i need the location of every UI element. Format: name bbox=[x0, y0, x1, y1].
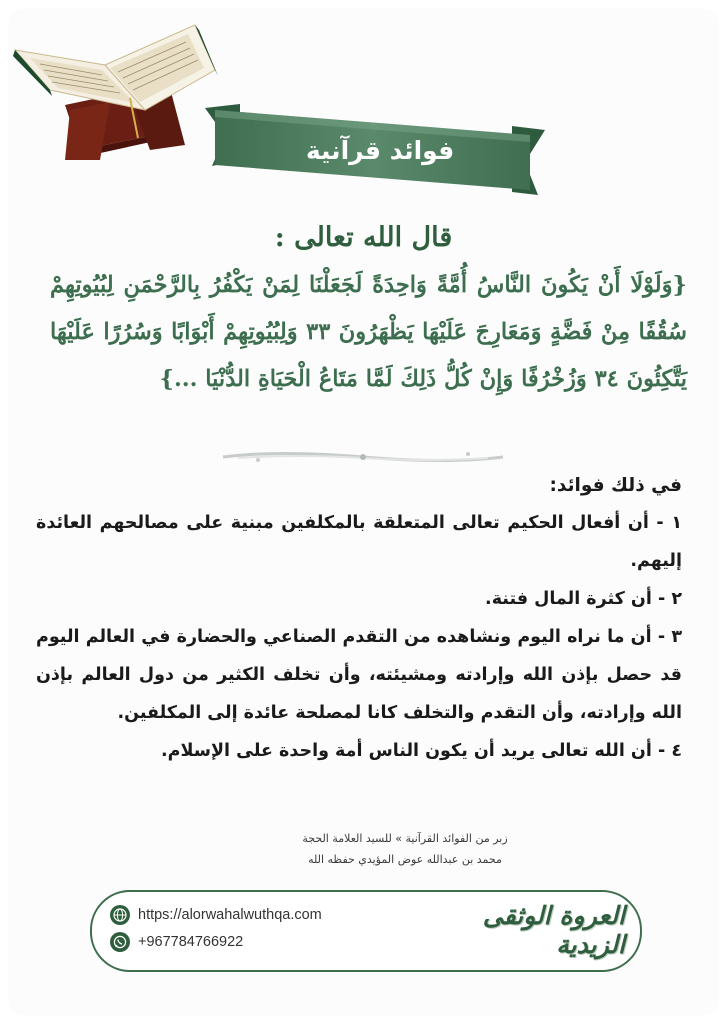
website-row[interactable] bbox=[110, 905, 322, 925]
benefit-item: ٢ - أن كثرة المال فتنة. bbox=[485, 589, 682, 609]
phone-number[interactable]: +967784766922 bbox=[138, 934, 244, 950]
logo bbox=[440, 898, 625, 962]
website-link[interactable]: https://alorwahalwuthqa.com bbox=[138, 907, 322, 923]
banner-title: فوائد قرآنية bbox=[305, 135, 455, 165]
benefits-heading: في ذلك فوائد: bbox=[549, 475, 682, 496]
benefit-item: ١ - أن أفعال الحكيم تعالى المتعلقة بالمكلفين مبنية على مصالحهم العائدة إليهم. bbox=[36, 513, 682, 571]
quran-book-icon bbox=[10, 10, 220, 160]
whatsapp-icon bbox=[110, 932, 130, 952]
benefit-item: ٤ - أن الله تعالى يريد أن يكون الناس أمة واحدة على الإسلام. bbox=[161, 741, 682, 761]
logo-text: العروة الوثقى الزيدية bbox=[482, 901, 625, 959]
quran-verse bbox=[50, 262, 687, 403]
phone-row[interactable] bbox=[110, 932, 243, 952]
verse-line: سُقُفًا مِنْ فَضَّةٍ وَمَعَارِجَ عَلَيْهَا يَظْهَرُونَ ٣٣ وَلِبُيُوتِهِمْ أَبْوَابًا وَسُرُرًا عَلَيْهَا bbox=[50, 319, 687, 345]
verse-line: {وَلَوْلَا أَنْ يَكُونَ النَّاسُ أُمَّةً وَاحِدَةً لَجَعَلْنَا لِمَنْ يَكْفُرُ بِالرَّحْمَنِ لِبُيُوتِهِمْ bbox=[50, 272, 687, 298]
benefit-item: ٣ - أن ما نراه اليوم ونشاهده من التقدم الصناعي والحضارة في العالم اليوم قد حصل بإذن الله وإرادته ومشيئته، وأن تخلف الكثير من دول العالم بإذن الله وإرادته، وأن التقدم والتخلف كانا لمصلحة عائدة إلى المكلفين. bbox=[36, 627, 682, 723]
source-line: محمد بن عبدالله عوض المؤيدي حفظه الله bbox=[308, 853, 502, 866]
quran-intro-heading: قال الله تعالى : bbox=[274, 222, 453, 253]
globe-icon bbox=[110, 905, 130, 925]
ornament-divider bbox=[218, 446, 508, 468]
source-attribution bbox=[230, 828, 580, 870]
source-line: زبر من الفوائد القرآنية » للسيد العلامة الحجة bbox=[302, 832, 508, 845]
benefits-section bbox=[36, 468, 682, 770]
verse-line: يَتَّكِئُونَ ٣٤ وَزُخْرُفًا وَإِنْ كُلُّ ذَلِكَ لَمَّا مَتَاعُ الْحَيَاةِ الدُّنْيَا ...} bbox=[159, 366, 687, 392]
